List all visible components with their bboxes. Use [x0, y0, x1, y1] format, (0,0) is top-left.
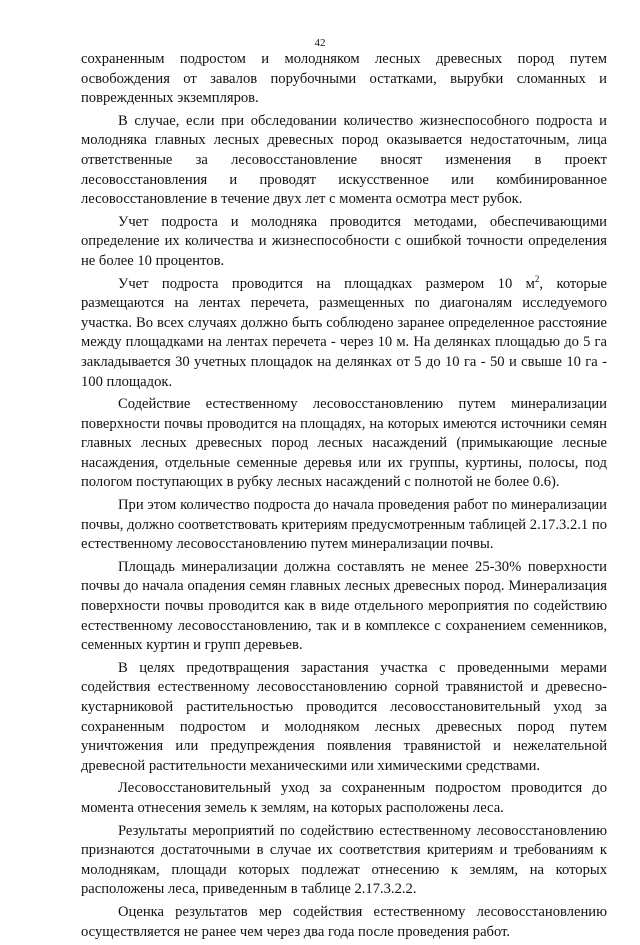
paragraph-7: Площадь минерализации должна составлять не менее 25-30% поверхности почвы до начала опадения семян главных лесных древесных пород. Минерализация поверхности почвы проводится как в виде отдельного мероприятия по содействию естественному лесовосстановлению, так и в комплексе с сохранением семенников, семенных куртин и групп деревьев. — [81, 558, 607, 654]
paragraph-3: Учет подроста и молодняка проводится методами, обеспечивающими определение их количества и жизнеспособности с ошибкой точности определения не более 10 процентов. — [81, 213, 607, 269]
paragraph-5: Содействие естественному лесовосстановлению путем минерализации поверхности почвы проводится на площадях, на которых имеются источники семян главных лесных древесных пород лесных насаждений (примыкающие лесные насаждения, отдельные семенные деревья или их группы, куртины, полосы, под пологом поступающих в рубку лесных насаждений с полнотой не более 0.6). — [81, 396, 607, 491]
paragraph-1: сохраненным подростом и молодняком лесных древесных пород путем освобождения от завалов порубочными остатками, вырубки сломанных и поврежденных экземпляров. — [81, 51, 607, 107]
paragraph-10: Результаты мероприятий по содействию естественному лесовосстановлению признаются достаточными в случае их соответствия критериям и требованиям к молоднякам, площади которых подлежат отнесению к землям, на которых расположены леса, приведенным в таблице 2.17.3.2.2. — [81, 822, 607, 898]
paragraph-4-text-start: Учет подроста проводится на площадках размером 10 м — [118, 275, 535, 292]
paragraph-4-text-end: , которые размещаются на лентах перечета, размещенных по диагоналям исследуемого участка. Во всех случаях должно быть соблюдено заранее определенное расстояние между площадками на лентах перечета - через 10 м. На делянках площадью до 5 га закладывается 30 учетных площадок на делянках от 5 до 10 га - 50 и свыше 10 га - 100 площадок. — [81, 275, 607, 390]
paragraph-11: Оценка результатов мер содействия естественному лесовосстановлению осуществляется не ранее чем через два года после проведения работ. — [81, 903, 607, 940]
paragraph-6: При этом количество подроста до начала проведения работ по минерализации почвы, должно соответствовать критериям предусмотренным таблицей 2.17.3.2.1 по естественному лесовосстановлению путем минерализации почвы. — [81, 497, 607, 553]
paragraph-2: В случае, если при обследовании количество жизнеспособного подроста и молодняка главных лесных древесных пород оказывается недостаточным, лица ответственные за лесовосстановление вносят изменения в проект лесовосстановления и проводят искусственное или комбинированное лесовосстановление в течение двух лет с момента осмотра мест рубок. — [81, 112, 607, 208]
paragraph-8: В целях предотвращения зарастания участка с проведенными мерами содействия естественному лесовосстановлению сорной травянистой и древесно-кустарниковой растительностью проводится лесовосстановительный уход за сохраненным подростом и молодняком лесных древесных пород путем уничтожения или предупреждения появления травянистой и нежелательной древесной растительности механическими или химическими средствами. — [81, 659, 607, 774]
paragraph-4 — [81, 275, 607, 393]
page-number: 42 — [314, 37, 326, 49]
square-meter-superscript: 2 — [534, 273, 540, 284]
paragraph-9: Лесовосстановительный уход за сохраненным подростом проводится до момента отнесения земель к землям, на которых расположены леса. — [81, 780, 607, 816]
document-body — [81, 50, 607, 945]
